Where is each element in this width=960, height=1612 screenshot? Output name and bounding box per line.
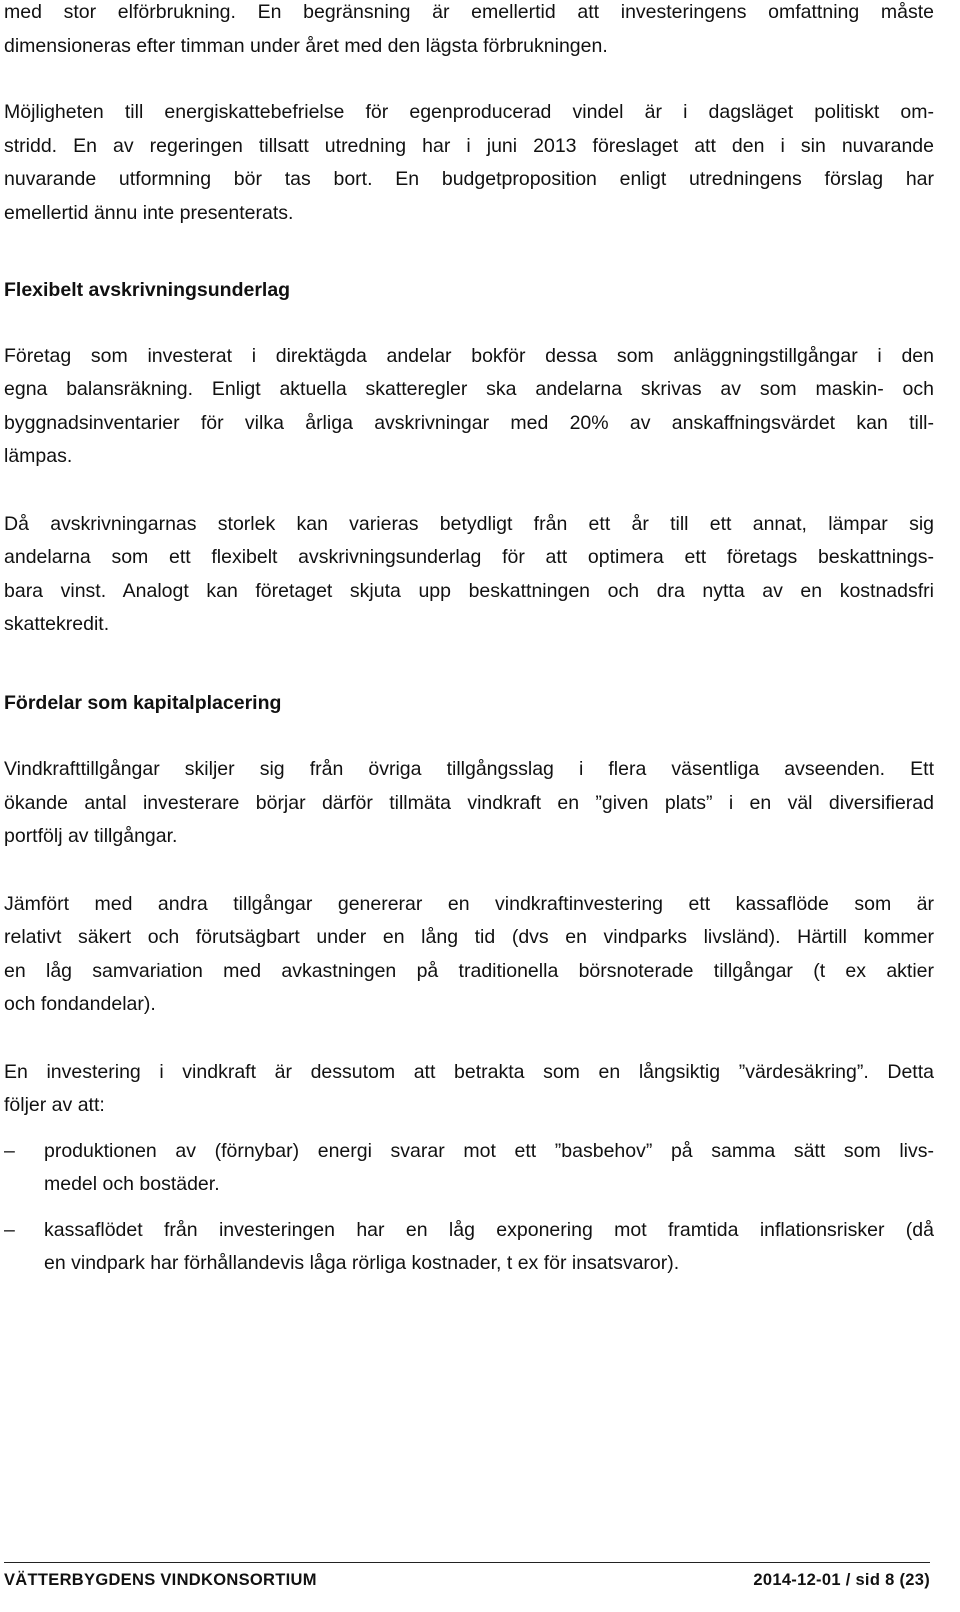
section-heading-capital: Fördelar som kapitalplacering [4,691,282,714]
text-line: produktionen av (förnybar) energi svarar mot ett ”basbehov” på samma sätt som livs- [44,1139,934,1162]
text-line: och fondandelar). [4,993,156,1015]
text-line: skattekredit. [4,613,110,635]
list-item [4,1214,934,1281]
text-line: en vindpark har förhållandevis låga rörliga kostnader, t ex för insatsvaror). [44,1252,680,1274]
dash-bullet: – [4,1139,15,1162]
energy-tax-paragraph [4,96,934,230]
dash-bullet: – [4,1218,15,1241]
text-line: dimensioneras efter timman under året med den lägsta förbrukningen. [4,34,608,57]
text-line: lämpas. [4,445,73,467]
text-line: nuvarande utformning bör tas bort. En budgetproposition enligt utredningens förslag har [4,168,934,190]
depreciation-paragraph-1 [4,340,934,474]
text-line: byggnadsinventarier för vilka årliga avskrivningar med 20% av anskaffningsvärdet kan till- [4,411,934,434]
list-item-text [44,1214,934,1281]
text-line: portfölj av tillgångar. [4,825,178,847]
text-line: andelarna som ett flexibelt avskrivningsunderlag för att optimera ett företags beskattnings- [4,546,934,568]
capital-paragraph-2 [4,888,934,1022]
document-page [4,0,934,1281]
text-line: Då avskrivningarnas storlek kan varieras betydligt från ett år till ett annat, lämpar sig [4,512,934,535]
capital-paragraph-3 [4,1056,934,1123]
page-footer [4,1562,930,1590]
text-line: bara vinst. Analogt kan företaget skjuta upp beskattningen och dra nytta av en kostnadsfri [4,579,934,602]
text-line: egna balansräkning. Enligt aktuella skatteregler ska andelarna skrivas av som maskin- och [4,378,934,400]
capital-paragraph-1 [4,753,934,854]
list-item-text [44,1135,934,1202]
list-item [4,1135,934,1202]
depreciation-paragraph-2 [4,508,934,642]
text-line: med stor elförbrukning. En begränsning är emellertid att investeringens omfattning måste [4,1,934,23]
text-line: Vindkrafttillgångar skiljer sig från övriga tillgångsslag i flera väsentliga avseenden. Ett [4,758,934,780]
text-line: en låg samvariation med avkastningen på traditionella börsnoterade tillgångar (t ex aktier [4,959,934,982]
text-line: emellertid ännu inte presenterats. [4,201,294,224]
text-line: Jämfört med andra tillgångar genererar en vindkraftinvestering ett kassaflöde som är [4,892,934,915]
text-line: ökande antal investerare börjar därför tillmäta vindkraft en ”given plats” i en väl diversifierad [4,791,934,814]
text-line: En investering i vindkraft är dessutom att betrakta som en långsiktig ”värdesäkring”. Detta [4,1060,934,1083]
footer-organization: VÄTTERBYGDENS VINDKONSORTIUM [4,1571,317,1589]
text-line: relativt säkert och förutsägbart under en lång tid (dvs en vindparks livsländ). Härtill kommer [4,926,934,948]
text-line: Möjligheten till energiskattebefrielse för egenproducerad vindel är i dagsläget politiskt om- [4,101,934,123]
section-heading-depreciation: Flexibelt avskrivningsunderlag [4,279,291,301]
text-line: medel och bostäder. [44,1173,220,1195]
text-line: kassaflödet från investeringen har en låg exponering mot framtida inflationsrisker (då [44,1218,934,1241]
text-line: stridd. En av regeringen tillsatt utredning har i juni 2013 föreslaget att den i sin nuvarande [4,134,934,157]
text-line: följer av att: [4,1094,105,1116]
text-line: Företag som investerat i direktägda andelar bokför dessa som anläggningstillgångar i den [4,344,934,367]
intro-paragraph [4,0,934,63]
footer-date-page: 2014-12-01 / sid 8 (23) [753,1571,930,1589]
